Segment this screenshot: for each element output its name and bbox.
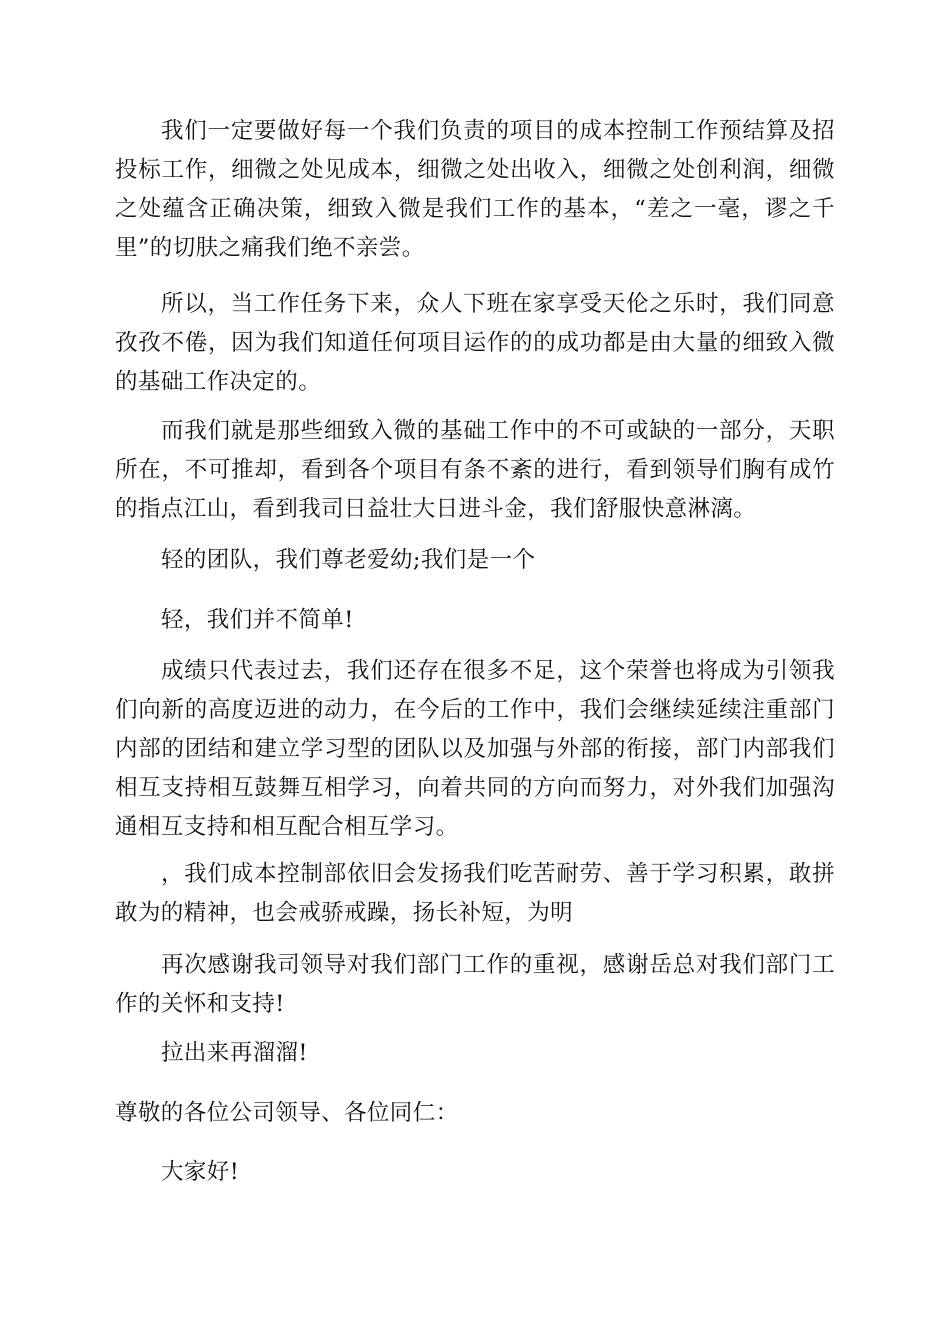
paragraph-achievements: 成绩只代表过去，我们还存在很多不足，这个荣誉也将成为引领我们向新的高度迈进的动力，在今后的工作中，我们会继续延续注重部门内部的团结和建立学习型的团队以及加强与外部的衔接，部门内部我们相互支持相互鼓舞互相学习，向着共同的方向而努力，对外我们加强沟通相互支持和相互配合相互学习。 <box>115 658 835 840</box>
paragraph-salutation: 尊敬的各位公司领导、各位同仁： <box>115 1100 459 1126</box>
paragraph-not-simple: 轻，我们并不简单! <box>161 607 354 633</box>
paragraph-greeting: 大家好! <box>161 1159 240 1185</box>
paragraph-young-team: 轻的团队，我们尊老爱幼;我们是一个 <box>161 547 536 573</box>
paragraph-cost-control: 我们一定要做好每一个我们负责的项目的成本控制工作预结算及招投标工作，细微之处见成本，细微之处出收入，细微之处创利润，细微之处蕴含正确决策，细致入微是我们工作的基本，“差之一毫，谬之千里”的切肤之痛我们绝不亲尝。 <box>115 118 835 261</box>
paragraph-foundation-work: 而我们就是那些细致入微的基础工作中的不可或缺的一部分，天职所在，不可推却，看到各个项目有条不紊的进行，看到领导们胸有成竹的指点江山，看到我司日益壮大日进斗金，我们舒服快意淋漓。 <box>115 418 835 522</box>
paragraph-closing-line: 拉出来再溜溜! <box>161 1040 308 1066</box>
paragraph-dedication: 所以，当工作任务下来，众人下班在家享受天伦之乐时，我们同意孜孜不倦，因为我们知道任何项目运作的的成功都是由大量的细致入微的基础工作决定的。 <box>115 291 835 395</box>
paragraph-thanks: 再次感谢我司领导对我们部门工作的重视，感谢岳总对我们部门工作的关怀和支持! <box>115 952 835 1017</box>
paragraph-spirit: ，我们成本控制部依旧会发扬我们吃苦耐劳、善于学习积累，敢拼敢为的精神，也会戒骄戒躁，扬长补短，为明 <box>115 861 835 926</box>
